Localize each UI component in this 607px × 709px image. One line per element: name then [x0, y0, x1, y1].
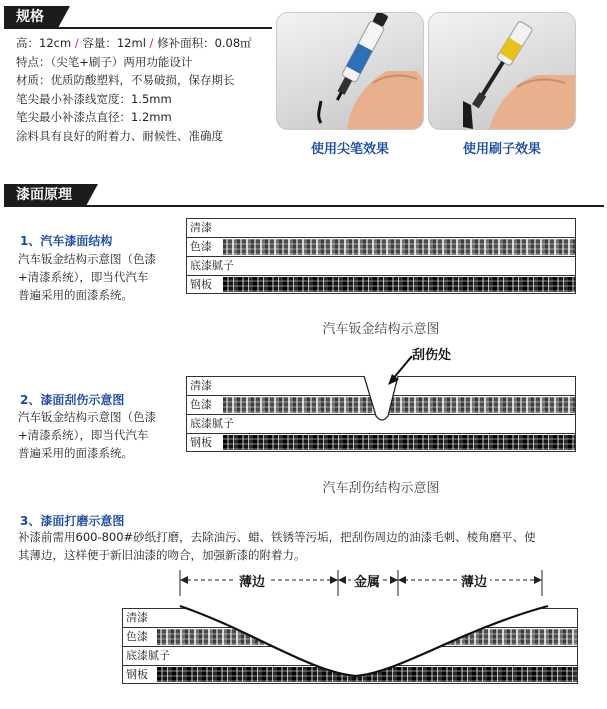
- spec-line-feature: 特点：（尖笔+刷子）两用功能设计: [16, 54, 193, 69]
- layer-label: 钢板: [187, 434, 215, 451]
- layer-label: 底漆腻子: [187, 415, 237, 432]
- item-1-desc: [18, 250, 183, 304]
- desc-line: 补漆前需用600-800#砂纸打磨，去除油污、蜡、铁锈等污垢，把刮伤周边的油漆毛刺、棱角磨平、使: [18, 530, 536, 544]
- spec-separator: /: [149, 36, 154, 50]
- layer-label: 底漆腻子: [187, 257, 237, 274]
- primer-layer: [186, 256, 576, 275]
- brush-photo: [428, 12, 576, 130]
- spec-section-header: [4, 6, 272, 30]
- pen-tip-caption: 使用尖笔效果: [310, 142, 389, 157]
- layer-label: 清漆: [187, 377, 215, 394]
- spec-line-size: [16, 34, 278, 53]
- desc-line: 普遍采用的面漆系统。: [18, 288, 133, 302]
- item-3-desc: [18, 528, 588, 564]
- brush-caption: 使用刷子效果: [462, 142, 541, 157]
- steel-layer: [186, 275, 576, 294]
- thin-edge-label-right: 薄边: [458, 571, 490, 590]
- spec-separator: /: [74, 36, 79, 50]
- spec-section-title: 规格: [4, 6, 58, 28]
- metal-label: 金属: [351, 571, 383, 590]
- thin-edge-label-left: 薄边: [236, 571, 268, 590]
- spec-header-rule: [4, 27, 272, 29]
- spec-volume: 容量：12ml: [82, 36, 150, 50]
- layer-label: 清漆: [123, 609, 151, 626]
- item-2-desc: [18, 408, 183, 462]
- spec-area: 修补面积：0.08㎡: [157, 36, 252, 50]
- spec-list: [16, 34, 278, 145]
- item-1-title: 1、汽车漆面结构: [20, 234, 113, 248]
- desc-line: 普遍采用的面漆系统。: [18, 446, 133, 460]
- desc-line: 其薄边，这样便于新旧油漆的吻合，加强新漆的附着力。: [18, 548, 306, 562]
- layer-label: 钢板: [187, 276, 215, 293]
- diagram-2-caption: 汽车刮伤结构示意图: [322, 481, 440, 496]
- principle-header-rule: [4, 205, 604, 207]
- layer-label: 色漆: [187, 396, 215, 413]
- spec-line-dot-diameter: 笔尖最小补漆点直径：1.2mm: [16, 110, 172, 124]
- layer-label: 底漆腻子: [123, 647, 173, 664]
- layer-label: 色漆: [123, 628, 151, 645]
- item-2-title: 2、漆面刮伤示意图: [20, 393, 125, 407]
- layer-label: 钢板: [123, 666, 151, 683]
- basecoat-layer: [186, 237, 576, 256]
- damage-label: 刮伤处: [412, 348, 452, 363]
- principle-section-title: 漆面原理: [4, 184, 86, 206]
- desc-line: 汽车钣金结构示意图（色漆: [18, 252, 156, 266]
- pen-tip-photo: [276, 12, 424, 130]
- layer-label: 清漆: [187, 219, 215, 236]
- spec-line-material: 材质：优质防酸塑料，不易破损，保存期长: [16, 73, 235, 87]
- item-3-title: 3、漆面打磨示意图: [20, 514, 125, 528]
- sanded-area-curve: [160, 600, 570, 690]
- desc-line: 汽车钣金结构示意图（色漆: [18, 410, 156, 424]
- spec-line-coating: 涂料具有良好的附着力、耐候性、准确度: [16, 128, 223, 143]
- diagram-1-caption: 汽车钣金结构示意图: [322, 322, 440, 337]
- clearcoat-layer: [186, 218, 576, 237]
- principle-section-header: [4, 184, 604, 208]
- spec-line-line-width: 笔尖最小补漆线宽度：1.5mm: [16, 91, 172, 106]
- desc-line: +清漆系统），即当代汽车: [18, 428, 149, 442]
- spec-height: 高：12cm: [16, 36, 72, 50]
- steel-layer: [186, 433, 576, 452]
- layer-label: 色漆: [187, 238, 215, 255]
- layer-diagram-1: [186, 218, 576, 294]
- desc-line: +清漆系统），即当代汽车: [18, 270, 149, 284]
